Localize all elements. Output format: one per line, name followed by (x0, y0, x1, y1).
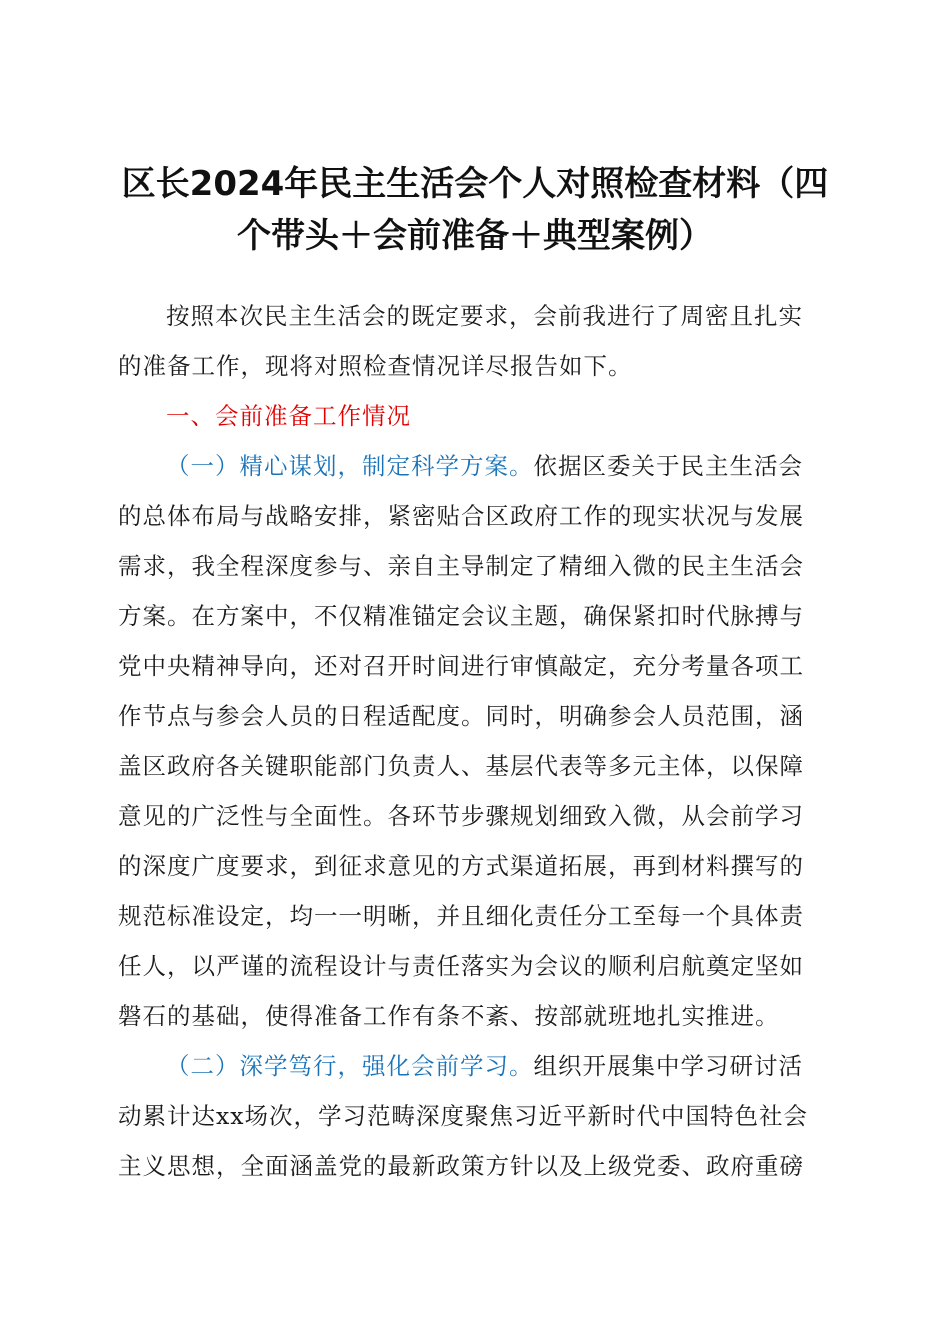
intro-line-1: 按照本次民主生活会的既定要求，会前我进行了周密且扎实 (166, 302, 803, 330)
subsection-heading-2: （二）深学笃行，强化会前学习。 (166, 1052, 534, 1080)
intro-line-2: 的准备工作，现将对照检查情况详尽报告如下。 (118, 352, 633, 380)
subsection-1-first-line (118, 441, 818, 491)
paragraph-line: 任人，以严谨的流程设计与责任落实为会议的顺利启航奠定坚如 (118, 952, 804, 980)
paragraph-line: 规范标准设定，均一一明晰，并且细化责任分工至每一个具体责 (118, 902, 804, 930)
paragraph-line: 需求，我全程深度参与、亲自主导制定了精细入微的民主生活会 (118, 552, 804, 580)
document-title (110, 158, 840, 262)
paragraph-line: 磐石的基础，使得准备工作有条不紊、按部就班地扎实推进。 (118, 1002, 780, 1030)
paragraph-text: 依据区委关于民主生活会 (533, 452, 803, 480)
section-heading-1: 一、会前准备工作情况 (166, 402, 411, 430)
paragraph-line: 意见的广泛性与全面性。各环节步骤规划细致入微，从会前学习 (118, 802, 804, 830)
paragraph-line: 的总体布局与战略安排，紧密贴合区政府工作的现实状况与发展 (118, 502, 804, 530)
paragraph-line: 作节点与参会人员的日程适配度。同时，明确参会人员范围，涵 (118, 702, 804, 730)
paragraph-line: 主义思想，全面涵盖党的最新政策方针以及上级党委、政府重磅 (118, 1152, 804, 1180)
paragraph-line: 方案。在方案中，不仅精准锚定会议主题，确保紧扣时代脉搏与 (118, 602, 804, 630)
subsection-heading-1: （一）精心谋划，制定科学方案。 (166, 452, 534, 480)
paragraph-line: 动累计达xx场次，学习范畴深度聚焦习近平新时代中国特色社会 (118, 1102, 809, 1130)
document-body (118, 291, 818, 1191)
subsection-2-first-line (118, 1041, 818, 1091)
paragraph-line: 党中央精神导向，还对召开时间进行审慎敲定，充分考量各项工 (118, 652, 804, 680)
title-line-2: 个带头＋会前准备＋典型案例） (237, 216, 713, 256)
paragraph-line: 盖区政府各关键职能部门负责人、基层代表等多元主体，以保障 (118, 752, 804, 780)
paragraph-line: 的深度广度要求，到征求意见的方式渠道拓展，再到材料撰写的 (118, 852, 804, 880)
paragraph-text: 组织开展集中学习研讨活 (533, 1052, 803, 1080)
title-line-1: 区长2024年民主生活会个人对照检查材料（四 (121, 164, 829, 204)
